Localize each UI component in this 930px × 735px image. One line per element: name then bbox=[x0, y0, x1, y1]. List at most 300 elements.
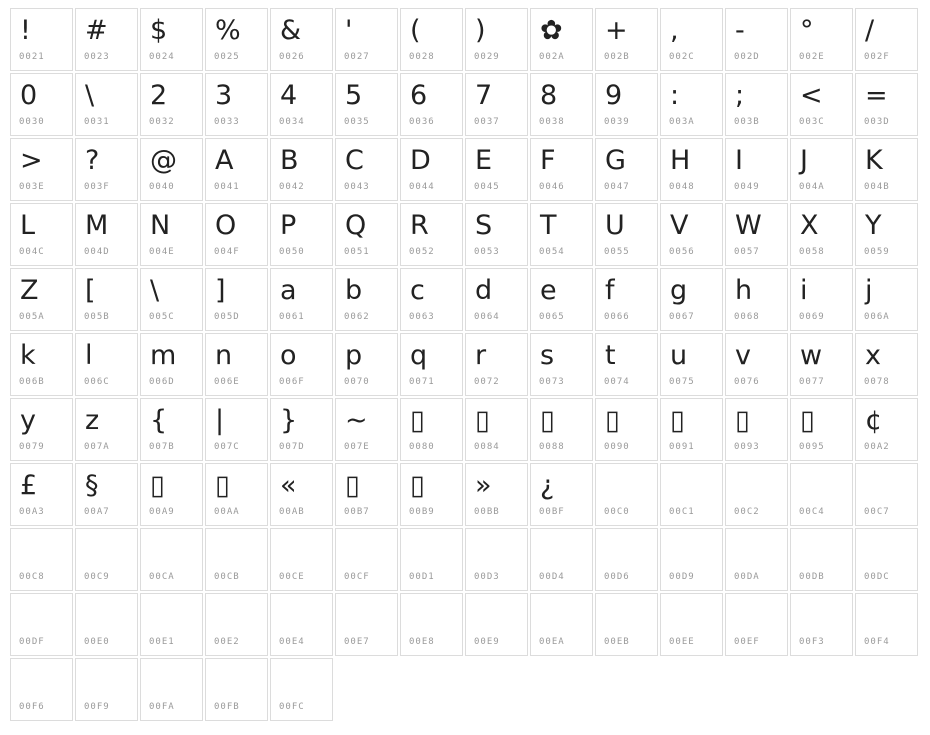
glyph-cell bbox=[660, 138, 723, 201]
glyph-cell bbox=[465, 138, 528, 201]
glyph-cell bbox=[140, 333, 203, 396]
glyph-character: g bbox=[670, 274, 688, 306]
glyph-character: @ bbox=[150, 144, 177, 176]
glyph-character: | bbox=[215, 404, 225, 436]
glyph-character: C bbox=[345, 144, 364, 176]
glyph-cell bbox=[595, 138, 658, 201]
glyph-cell bbox=[335, 333, 398, 396]
glyph-character: k bbox=[20, 339, 36, 371]
unicode-code-label: 0033 bbox=[214, 117, 240, 127]
unicode-code-label: 00C4 bbox=[799, 507, 825, 517]
unicode-code-label: 00D9 bbox=[669, 572, 695, 582]
glyph-cell bbox=[790, 73, 853, 136]
glyph-character: ° bbox=[800, 14, 814, 46]
glyph-cell bbox=[530, 593, 593, 656]
glyph-cell bbox=[10, 593, 73, 656]
unicode-code-label: 007D bbox=[279, 442, 305, 452]
unicode-code-label: 0076 bbox=[734, 377, 760, 387]
unicode-code-label: 002B bbox=[604, 52, 630, 62]
glyph-cell bbox=[530, 138, 593, 201]
glyph-cell bbox=[725, 398, 788, 461]
glyph-cell bbox=[790, 8, 853, 71]
glyph-cell bbox=[205, 268, 268, 331]
unicode-code-label: 006A bbox=[864, 312, 890, 322]
glyph-character: £ bbox=[20, 469, 38, 501]
glyph-character: K bbox=[865, 144, 883, 176]
glyph-character: w bbox=[800, 339, 823, 371]
unicode-code-label: 0088 bbox=[539, 442, 565, 452]
glyph-character: d bbox=[475, 274, 493, 306]
unicode-code-label: 0059 bbox=[864, 247, 890, 257]
glyph-character: « bbox=[280, 469, 297, 501]
glyph-cell bbox=[400, 8, 463, 71]
unicode-code-label: 0049 bbox=[734, 182, 760, 192]
glyph-cell bbox=[725, 203, 788, 266]
unicode-code-label: 002C bbox=[669, 52, 695, 62]
unicode-code-label: 00E1 bbox=[149, 637, 175, 647]
unicode-code-label: 00FA bbox=[149, 702, 175, 712]
unicode-code-label: 00EA bbox=[539, 637, 565, 647]
glyph-character: a bbox=[280, 274, 297, 306]
unicode-code-label: 00E4 bbox=[279, 637, 305, 647]
unicode-code-label: 00C9 bbox=[84, 572, 110, 582]
unicode-code-label: 00A2 bbox=[864, 442, 890, 452]
glyph-character: / bbox=[865, 14, 875, 46]
unicode-code-label: 00DC bbox=[864, 572, 890, 582]
glyph-character: B bbox=[280, 144, 299, 176]
glyph-cell bbox=[270, 8, 333, 71]
glyph-cell bbox=[335, 8, 398, 71]
unicode-code-label: 0069 bbox=[799, 312, 825, 322]
unicode-code-label: 0045 bbox=[474, 182, 500, 192]
unicode-code-label: 003C bbox=[799, 117, 825, 127]
glyph-cell bbox=[270, 73, 333, 136]
glyph-character: ) bbox=[475, 14, 486, 46]
glyph-character: E bbox=[475, 144, 493, 176]
glyph-cell bbox=[140, 138, 203, 201]
unicode-code-label: 00E9 bbox=[474, 637, 500, 647]
glyph-cell bbox=[400, 463, 463, 526]
unicode-code-label: 0064 bbox=[474, 312, 500, 322]
glyph-cell bbox=[660, 593, 723, 656]
glyph-cell bbox=[205, 138, 268, 201]
glyph-cell bbox=[530, 268, 593, 331]
glyph-character: + bbox=[605, 14, 628, 46]
glyph-cell bbox=[660, 268, 723, 331]
glyph-cell bbox=[335, 268, 398, 331]
glyph-character: n bbox=[215, 339, 233, 371]
glyph-cell bbox=[10, 203, 73, 266]
glyph-character: x bbox=[865, 339, 881, 371]
glyph-cell bbox=[205, 463, 268, 526]
unicode-code-label: 007E bbox=[344, 442, 370, 452]
unicode-code-label: 0084 bbox=[474, 442, 500, 452]
glyph-cell bbox=[335, 528, 398, 591]
unicode-code-label: 00A9 bbox=[149, 507, 175, 517]
glyph-cell bbox=[10, 658, 73, 721]
glyph-character: e bbox=[540, 274, 557, 306]
unicode-code-label: 0095 bbox=[799, 442, 825, 452]
glyph-cell bbox=[10, 73, 73, 136]
glyph-cell bbox=[10, 8, 73, 71]
unicode-code-label: 0057 bbox=[734, 247, 760, 257]
unicode-code-label: 0023 bbox=[84, 52, 110, 62]
unicode-code-label: 00E2 bbox=[214, 637, 240, 647]
glyph-character: c bbox=[410, 274, 425, 306]
glyph-cell bbox=[725, 463, 788, 526]
glyph-cell bbox=[595, 203, 658, 266]
unicode-code-label: 0054 bbox=[539, 247, 565, 257]
unicode-code-label: 002D bbox=[734, 52, 760, 62]
unicode-code-label: 005B bbox=[84, 312, 110, 322]
glyph-cell bbox=[855, 203, 918, 266]
glyph-cell bbox=[75, 658, 138, 721]
unicode-code-label: 0067 bbox=[669, 312, 695, 322]
unicode-code-label: 0093 bbox=[734, 442, 760, 452]
unicode-code-label: 00CB bbox=[214, 572, 240, 582]
glyph-cell bbox=[660, 8, 723, 71]
glyph-character: 8 bbox=[540, 79, 558, 111]
glyph-cell bbox=[205, 593, 268, 656]
glyph-character: $ bbox=[150, 14, 168, 46]
unicode-code-label: 003D bbox=[864, 117, 890, 127]
glyph-character: y bbox=[20, 404, 36, 436]
glyph-character: ▯ bbox=[345, 469, 360, 501]
glyph-cell bbox=[790, 203, 853, 266]
unicode-code-label: 00D4 bbox=[539, 572, 565, 582]
unicode-code-label: 0037 bbox=[474, 117, 500, 127]
unicode-code-label: 00C8 bbox=[19, 572, 45, 582]
unicode-code-label: 0047 bbox=[604, 182, 630, 192]
unicode-code-label: 003F bbox=[84, 182, 110, 192]
glyph-cell bbox=[855, 463, 918, 526]
glyph-character: N bbox=[150, 209, 171, 241]
glyph-character: ▯ bbox=[670, 404, 685, 436]
glyph-character: ▯ bbox=[800, 404, 815, 436]
glyph-character: ¿ bbox=[540, 469, 555, 501]
glyph-cell bbox=[595, 528, 658, 591]
glyph-cell bbox=[530, 73, 593, 136]
glyph-character: M bbox=[85, 209, 109, 241]
glyph-cell bbox=[140, 398, 203, 461]
glyph-cell bbox=[140, 203, 203, 266]
unicode-code-label: 00F3 bbox=[799, 637, 825, 647]
glyph-cell bbox=[465, 268, 528, 331]
unicode-code-label: 00E7 bbox=[344, 637, 370, 647]
glyph-character: A bbox=[215, 144, 234, 176]
glyph-cell bbox=[270, 268, 333, 331]
unicode-code-label: 0030 bbox=[19, 117, 45, 127]
glyph-cell bbox=[75, 528, 138, 591]
glyph-cell bbox=[465, 73, 528, 136]
glyph-cell bbox=[75, 398, 138, 461]
glyph-cell bbox=[595, 398, 658, 461]
glyph-character: i bbox=[800, 274, 808, 306]
glyph-cell bbox=[75, 138, 138, 201]
glyph-character: S bbox=[475, 209, 493, 241]
glyph-cell bbox=[400, 398, 463, 461]
glyph-cell bbox=[335, 203, 398, 266]
unicode-code-label: 0056 bbox=[669, 247, 695, 257]
glyph-character: j bbox=[865, 274, 873, 306]
unicode-code-label: 00D6 bbox=[604, 572, 630, 582]
glyph-cell bbox=[335, 138, 398, 201]
glyph-character: q bbox=[410, 339, 428, 371]
glyph-cell bbox=[725, 528, 788, 591]
glyph-character: ? bbox=[85, 144, 100, 176]
glyph-character: ▯ bbox=[475, 404, 490, 436]
glyph-character: I bbox=[735, 144, 743, 176]
glyph-character: l bbox=[85, 339, 93, 371]
unicode-code-label: 002E bbox=[799, 52, 825, 62]
glyph-cell bbox=[855, 268, 918, 331]
unicode-code-label: 0048 bbox=[669, 182, 695, 192]
glyph-cell bbox=[270, 203, 333, 266]
glyph-cell bbox=[400, 73, 463, 136]
unicode-code-label: 00EB bbox=[604, 637, 630, 647]
glyph-character: P bbox=[280, 209, 297, 241]
glyph-cell bbox=[400, 203, 463, 266]
unicode-code-label: 003A bbox=[669, 117, 695, 127]
glyph-character: 5 bbox=[345, 79, 363, 111]
glyph-cell bbox=[855, 8, 918, 71]
glyph-cell bbox=[335, 73, 398, 136]
glyph-cell bbox=[400, 333, 463, 396]
glyph-character: ! bbox=[20, 14, 31, 46]
glyph-cell bbox=[530, 463, 593, 526]
unicode-code-label: 0074 bbox=[604, 377, 630, 387]
glyph-character: \ bbox=[85, 79, 95, 111]
glyph-character: ¢ bbox=[865, 404, 883, 436]
glyph-cell bbox=[205, 333, 268, 396]
glyph-character: G bbox=[605, 144, 626, 176]
unicode-code-label: 0071 bbox=[409, 377, 435, 387]
glyph-character: ▯ bbox=[215, 469, 230, 501]
unicode-code-label: 0043 bbox=[344, 182, 370, 192]
glyph-cell bbox=[660, 463, 723, 526]
unicode-code-label: 00DB bbox=[799, 572, 825, 582]
unicode-code-label: 00F9 bbox=[84, 702, 110, 712]
glyph-cell bbox=[205, 658, 268, 721]
glyph-cell bbox=[205, 73, 268, 136]
glyph-cell bbox=[855, 593, 918, 656]
glyph-cell bbox=[335, 398, 398, 461]
glyph-cell bbox=[270, 593, 333, 656]
unicode-code-label: 0077 bbox=[799, 377, 825, 387]
unicode-code-label: 0024 bbox=[149, 52, 175, 62]
glyph-cell bbox=[660, 333, 723, 396]
glyph-character: % bbox=[215, 14, 241, 46]
glyph-character: X bbox=[800, 209, 819, 241]
glyph-character: O bbox=[215, 209, 237, 241]
unicode-code-label: 006D bbox=[149, 377, 175, 387]
glyph-character: # bbox=[85, 14, 108, 46]
unicode-code-label: 004F bbox=[214, 247, 240, 257]
glyph-cell bbox=[335, 463, 398, 526]
glyph-character: ▯ bbox=[605, 404, 620, 436]
unicode-code-label: 00C7 bbox=[864, 507, 890, 517]
unicode-code-label: 00CA bbox=[149, 572, 175, 582]
unicode-code-label: 004D bbox=[84, 247, 110, 257]
unicode-code-label: 004C bbox=[19, 247, 45, 257]
glyph-cell bbox=[465, 333, 528, 396]
glyph-character: } bbox=[280, 404, 298, 436]
glyph-character: h bbox=[735, 274, 753, 306]
glyph-character: f bbox=[605, 274, 615, 306]
unicode-code-label: 00FB bbox=[214, 702, 240, 712]
unicode-code-label: 0029 bbox=[474, 52, 500, 62]
glyph-character: 7 bbox=[475, 79, 493, 111]
unicode-code-label: 0055 bbox=[604, 247, 630, 257]
unicode-code-label: 0058 bbox=[799, 247, 825, 257]
glyph-cell bbox=[530, 203, 593, 266]
unicode-code-label: 00D1 bbox=[409, 572, 435, 582]
unicode-code-label: 002F bbox=[864, 52, 890, 62]
unicode-code-label: 00EE bbox=[669, 637, 695, 647]
unicode-code-label: 00D3 bbox=[474, 572, 500, 582]
unicode-code-label: 0065 bbox=[539, 312, 565, 322]
glyph-cell bbox=[75, 268, 138, 331]
unicode-code-label: 0052 bbox=[409, 247, 435, 257]
glyph-character: R bbox=[410, 209, 429, 241]
unicode-code-label: 005C bbox=[149, 312, 175, 322]
glyph-character: ~ bbox=[345, 404, 368, 436]
glyph-character: Z bbox=[20, 274, 39, 306]
glyph-cell bbox=[530, 333, 593, 396]
glyph-cell bbox=[725, 8, 788, 71]
unicode-code-label: 0038 bbox=[539, 117, 565, 127]
glyph-character: ( bbox=[410, 14, 421, 46]
glyph-cell bbox=[10, 463, 73, 526]
unicode-code-label: 003B bbox=[734, 117, 760, 127]
glyph-cell bbox=[465, 398, 528, 461]
glyph-cell bbox=[855, 333, 918, 396]
unicode-code-label: 0070 bbox=[344, 377, 370, 387]
glyph-character: ; bbox=[735, 79, 745, 111]
glyph-cell bbox=[10, 333, 73, 396]
unicode-code-label: 0041 bbox=[214, 182, 240, 192]
unicode-code-label: 0025 bbox=[214, 52, 240, 62]
glyph-cell bbox=[400, 528, 463, 591]
glyph-cell bbox=[140, 463, 203, 526]
glyph-character: s bbox=[540, 339, 555, 371]
glyph-character: ▯ bbox=[410, 404, 425, 436]
glyph-cell bbox=[465, 8, 528, 71]
unicode-code-label: 0075 bbox=[669, 377, 695, 387]
unicode-code-label: 002A bbox=[539, 52, 565, 62]
glyph-cell bbox=[140, 73, 203, 136]
unicode-code-label: 003E bbox=[19, 182, 45, 192]
glyph-character: U bbox=[605, 209, 625, 241]
glyph-cell bbox=[270, 528, 333, 591]
glyph-cell bbox=[270, 398, 333, 461]
glyph-character: § bbox=[85, 469, 99, 501]
glyph-cell bbox=[790, 268, 853, 331]
unicode-code-label: 00EF bbox=[734, 637, 760, 647]
unicode-code-label: 004A bbox=[799, 182, 825, 192]
glyph-cell bbox=[595, 8, 658, 71]
unicode-code-label: 0091 bbox=[669, 442, 695, 452]
unicode-code-label: 004E bbox=[149, 247, 175, 257]
unicode-code-label: 0053 bbox=[474, 247, 500, 257]
glyph-character: z bbox=[85, 404, 100, 436]
unicode-code-label: 00DF bbox=[19, 637, 45, 647]
unicode-code-label: 0062 bbox=[344, 312, 370, 322]
glyph-character: H bbox=[670, 144, 691, 176]
glyph-cell bbox=[205, 398, 268, 461]
unicode-code-label: 006B bbox=[19, 377, 45, 387]
glyph-cell bbox=[725, 73, 788, 136]
unicode-code-label: 00C2 bbox=[734, 507, 760, 517]
glyph-cell bbox=[400, 138, 463, 201]
unicode-code-label: 007A bbox=[84, 442, 110, 452]
glyph-character: ▯ bbox=[150, 469, 165, 501]
unicode-code-label: 00E0 bbox=[84, 637, 110, 647]
glyph-character: 9 bbox=[605, 79, 623, 111]
glyph-cell bbox=[660, 398, 723, 461]
glyph-cell bbox=[725, 333, 788, 396]
unicode-code-label: 0063 bbox=[409, 312, 435, 322]
unicode-code-label: 0031 bbox=[84, 117, 110, 127]
unicode-code-label: 00DA bbox=[734, 572, 760, 582]
glyph-cell bbox=[790, 138, 853, 201]
glyph-character: J bbox=[800, 144, 808, 176]
glyph-character: , bbox=[670, 14, 679, 46]
unicode-code-label: 0040 bbox=[149, 182, 175, 192]
unicode-code-label: 0027 bbox=[344, 52, 370, 62]
glyph-cell bbox=[270, 658, 333, 721]
unicode-code-label: 00B9 bbox=[409, 507, 435, 517]
unicode-code-label: 00AB bbox=[279, 507, 305, 517]
unicode-code-label: 006C bbox=[84, 377, 110, 387]
unicode-code-label: 0034 bbox=[279, 117, 305, 127]
unicode-code-label: 00A3 bbox=[19, 507, 45, 517]
unicode-code-label: 0042 bbox=[279, 182, 305, 192]
glyph-cell bbox=[790, 528, 853, 591]
glyph-character: ✿ bbox=[540, 14, 563, 46]
unicode-code-label: 0028 bbox=[409, 52, 435, 62]
unicode-code-label: 00B7 bbox=[344, 507, 370, 517]
glyph-cell bbox=[10, 138, 73, 201]
glyph-character: Q bbox=[345, 209, 367, 241]
glyph-character: b bbox=[345, 274, 363, 306]
glyph-cell bbox=[530, 528, 593, 591]
glyph-cell bbox=[790, 398, 853, 461]
glyph-cell bbox=[530, 8, 593, 71]
glyph-cell bbox=[140, 658, 203, 721]
glyph-cell bbox=[10, 398, 73, 461]
unicode-code-label: 007C bbox=[214, 442, 240, 452]
glyph-character: D bbox=[410, 144, 431, 176]
glyph-character: 4 bbox=[280, 79, 298, 111]
glyph-character: p bbox=[345, 339, 363, 371]
glyph-character: W bbox=[735, 209, 762, 241]
unicode-code-label: 00FC bbox=[279, 702, 305, 712]
unicode-code-label: 00CF bbox=[344, 572, 370, 582]
glyph-character: T bbox=[540, 209, 557, 241]
glyph-character: r bbox=[475, 339, 487, 371]
glyph-cell bbox=[270, 138, 333, 201]
glyph-character: o bbox=[280, 339, 297, 371]
glyph-cell bbox=[75, 593, 138, 656]
glyph-character: » bbox=[475, 469, 492, 501]
unicode-code-label: 00F4 bbox=[864, 637, 890, 647]
glyph-cell bbox=[790, 463, 853, 526]
glyph-cell bbox=[75, 8, 138, 71]
unicode-code-label: 00C1 bbox=[669, 507, 695, 517]
unicode-code-label: 005D bbox=[214, 312, 240, 322]
glyph-cell bbox=[270, 463, 333, 526]
